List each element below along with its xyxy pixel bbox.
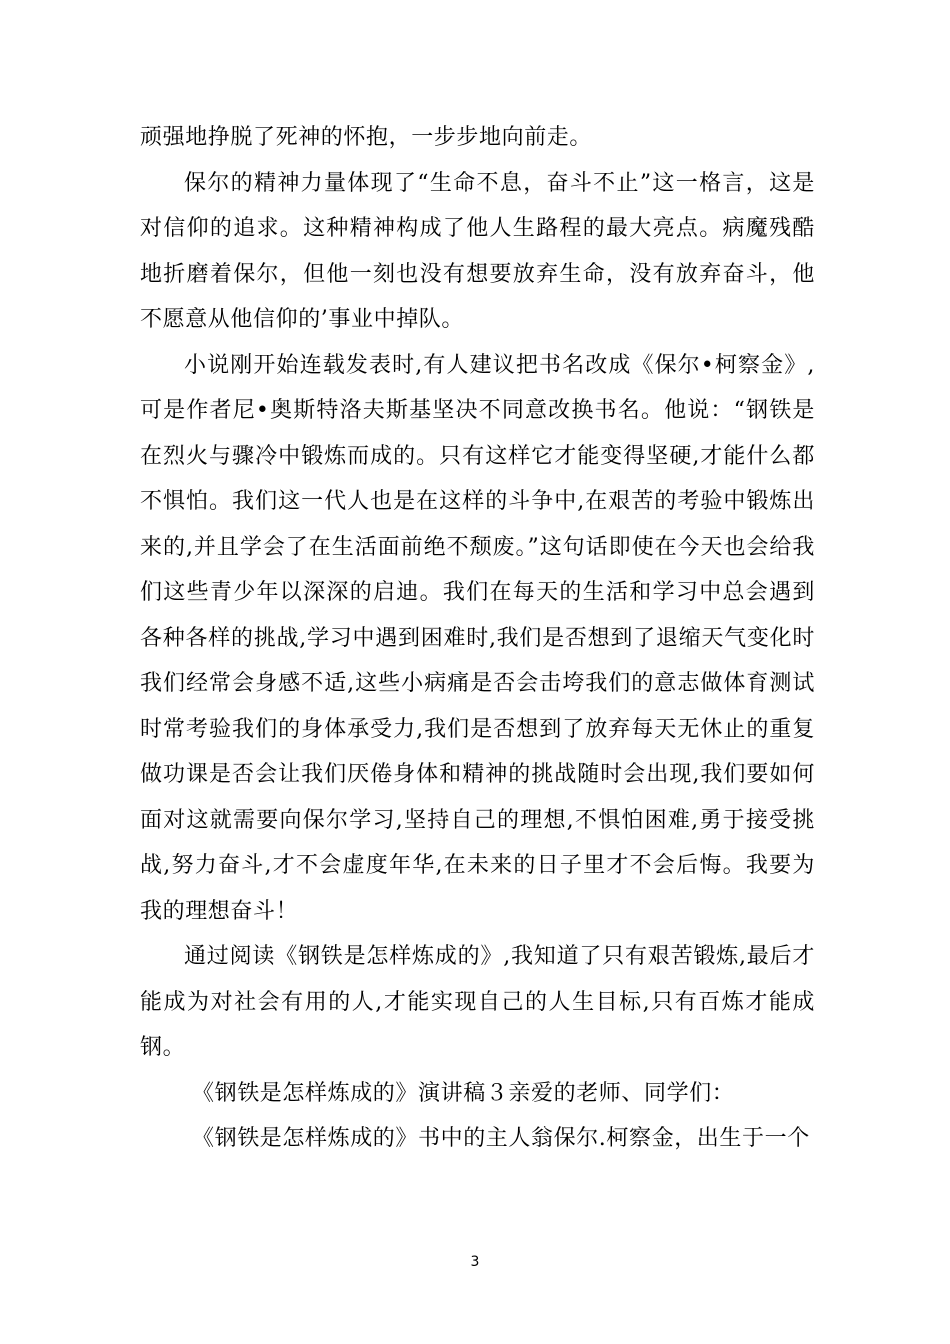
paragraph-continuation: 顽强地挣脱了死神的怀抱，一步步地向前走。	[140, 125, 593, 150]
page-number: 3	[470, 1254, 480, 1270]
paragraph-novel-title: 小说刚开始连载发表时,有人建议把书名改成《保尔•柯察金》,可是作者尼•奥斯特洛夫斯基坚决不同意改换书名。他说：“钢铁是在烈火与骤冷中锻炼而成的。只有这样它才能变得坚硬,才能什么都不惧怕。我们这一代人也是在这样的斗争中,在艰苦的考验中锻炼出来的,并且学会了在生活面前绝不颓废。”这句话即使在今天也会给我们这些青少年以深深的启迪。我们在每天的生活和学习中总会遇到各种各样的挑战,学习中遇到困难时,我们是否想到了退缩天气变化时我们经常会身感不适,这些小病痛是否会击垮我们的意志做体育测试时常考验我们的身体承受力,我们是否想到了放弃每天无休止的重复做功课是否会让我们厌倦身体和精神的挑战随时会出现,我们要如何面对这就需要向保尔学习,坚持自己的理想,不惧怕困难,勇于接受挑战,努力奋斗,才不会虚度年华,在未来的日子里才不会后悔。我要为我的理想奋斗！	[140, 352, 815, 924]
paragraph-paul-spirit: 保尔的精神力量体现了“生命不息，奋斗不止”这一格言，这是对信仰的追求。这种精神构成了他人生路程的最大亮点。病魔残酷地折磨着保尔，但他一刻也没有想要放弃生命，没有放弃奋斗，他不愿意从他信仰的’事业中掉队。	[140, 170, 815, 332]
body-text	[140, 115, 815, 1162]
paragraph-conclusion: 通过阅读《钢铁是怎样炼成的》,我知道了只有艰苦锻炼,最后才能成为对社会有用的人,才能实现自己的人生目标,只有百炼才能成钢。	[140, 944, 815, 1060]
speech-heading: 《钢铁是怎样炼成的》演讲稿３亲爱的老师、同学们：	[192, 1080, 735, 1106]
paragraph-speech-opening: 《钢铁是怎样炼成的》书中的主人翁保尔.柯察金，出生于一个	[192, 1126, 810, 1151]
